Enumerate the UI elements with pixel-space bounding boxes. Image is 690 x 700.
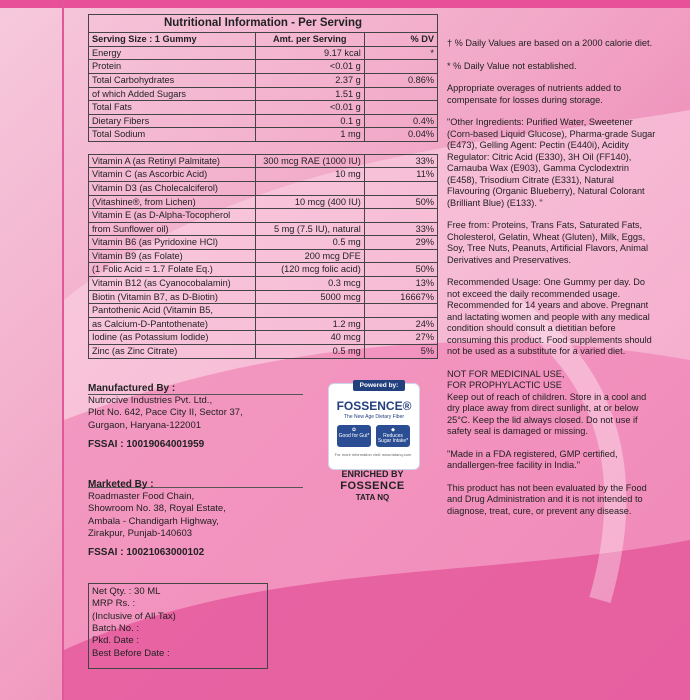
nutrient-amount: 2.37 g [255, 73, 364, 87]
table-row [89, 290, 438, 304]
table-row [89, 114, 438, 128]
table-row [89, 263, 438, 277]
fossence-tagline: The New Age Dietary Fiber [343, 414, 405, 420]
nutrient-amount: 40 mcg [255, 331, 364, 345]
nutrient-amount: 0.3 mcg [255, 277, 364, 291]
usage: Recommended Usage: One Gummy per day. Do not exceed the daily recommended usage. Recommended for 14 years and above. Pregnant and lactating women and people with any medical condition should consult a dietitian before consuming this product. Food supplements should not be used as a substitute for a varied diet. [447, 277, 652, 356]
dv-not-established: * % Daily Value not established. [447, 60, 577, 71]
nutrient-name: Total Sodium [89, 128, 256, 142]
manufacturer-line: Nutrocive Industries Pvt. Ltd., [88, 395, 213, 406]
marketer-fssai: FSSAI : 10021063000102 [88, 547, 205, 559]
not-medicinal: NOT FOR MEDICINAL USE, [447, 368, 565, 379]
nutrient-name: Vitamin C (as Ascorbic Acid) [89, 168, 256, 182]
nutrient-name: Iodine (as Potassium Iodide) [89, 331, 256, 345]
net-qty: Net Qty. : 30 ML [92, 586, 161, 597]
nutrient-dv: 13% [364, 277, 437, 291]
right-column [447, 38, 659, 528]
nutrient-dv: 24% [364, 317, 437, 331]
col-amount: Amt. per Serving [255, 33, 364, 47]
marketer-line: Zirakpur, Punjab-140603 [88, 528, 193, 540]
prophylactic: FOR PROPHYLACTIC USE [447, 380, 562, 390]
nutrient-dv: 50% [364, 195, 437, 209]
nutrient-name: Pantothenic Acid (Vitamin B5, [89, 304, 256, 318]
nutrient-dv: 29% [364, 236, 437, 250]
table-row [89, 331, 438, 345]
nutrient-dv: 16667% [364, 290, 437, 304]
nutrient-dv: 0.4% [364, 114, 437, 128]
table-row [89, 87, 438, 101]
disclaimer: This product has not been evaluated by the Food and Drug Administration and it is not intended to diagnose, treat, cure, or prevent any disease. [447, 482, 647, 516]
fda-note: "Made in a FDA registered, GMP certified, andallergen-free facility in India." [447, 448, 618, 470]
col-dv: % DV [364, 33, 437, 47]
storage: Keep out of reach of children. Store in a cool and dry place away from direct sunlight, at or below 25°C. Keep the lid always closed. Do not use if safety seal is damaged or missing. [447, 391, 647, 436]
nutrient-dv [364, 87, 437, 101]
col-serving: Serving Size : 1 Gummy [89, 33, 256, 47]
nutrient-name: (1 Folic Acid = 1.7 Folate Eq.) [89, 263, 256, 277]
manufacturer-line: Plot No. 642, Pace City II, Sector 37, [88, 407, 243, 419]
manufacturer-block [88, 382, 318, 451]
macro-rows [89, 46, 438, 141]
enriched-by [325, 469, 420, 502]
table-row [89, 236, 438, 250]
nutrient-amount: 0.5 mg [255, 344, 364, 358]
table-row [89, 182, 438, 196]
divider [88, 394, 303, 395]
nutrient-name: Vitamin E (as D-Alpha-Tocopherol [89, 209, 256, 223]
table-row [89, 249, 438, 263]
manufacturer-line: Gurgaon, Haryana-122001 [88, 419, 202, 431]
overages-note: Appropriate overages of nutrients added to compensate for losses during storage. [447, 83, 622, 105]
nutrient-dv: 50% [364, 263, 437, 277]
nutrient-dv [364, 101, 437, 115]
nutrient-name: (Vitashine®, from Lichen) [89, 195, 256, 209]
table-row [89, 60, 438, 74]
pkd-date: Pkd. Date : [92, 635, 139, 647]
table-row [89, 344, 438, 358]
nutrient-amount: 5 mg (7.5 IU), natural [255, 222, 364, 236]
marketer-line: Showroom No. 38, Royal Estate, [88, 503, 226, 515]
nutrient-dv: 11% [364, 168, 437, 182]
sugar-pill [376, 425, 410, 447]
table-row [89, 277, 438, 291]
nutrient-dv: 27% [364, 331, 437, 345]
nutrient-name: as Calcium-D-Pantothenate) [89, 317, 256, 331]
page-edge [62, 0, 64, 700]
nutrient-amount: 10 mcg (400 IU) [255, 195, 364, 209]
sugar-label: Reduces Sugar Intake* [377, 432, 409, 444]
table-row [89, 73, 438, 87]
nutrient-amount: 300 mcg RAE (1000 IU) [255, 154, 364, 168]
gut-icon: ✿ [351, 427, 357, 433]
nutrient-amount: (120 mcg folic acid) [255, 263, 364, 277]
nutrient-amount: 0.5 mg [255, 236, 364, 250]
free-from: Free from: Proteins, Trans Fats, Saturated Fats, Cholesterol, Gelatin, Wheat (Gluten), Milk, Eggs, Soy, Tree Nuts, Peanuts, Artificial Flavors, Animal Derivatives and Preservatives. [447, 220, 649, 265]
dv-note: † % Daily Values are based on a 2000 calorie diet. [447, 38, 653, 48]
nutrient-name: Total Carbohydrates [89, 73, 256, 87]
nutrient-dv: 33% [364, 222, 437, 236]
table-row [89, 317, 438, 331]
nutrient-name: Vitamin B12 (as Cyanocobalamin) [89, 277, 256, 291]
nutrient-name: Dietary Fibers [89, 114, 256, 128]
marketer-block [88, 478, 318, 559]
nutrient-name: Vitamin B9 (as Folate) [89, 249, 256, 263]
top-band [0, 0, 690, 8]
nutrient-name: Energy [89, 46, 256, 60]
nutrient-amount: 0.1 g [255, 114, 364, 128]
table-row [89, 195, 438, 209]
nutrient-name: Protein [89, 60, 256, 74]
nutrient-amount: 9.17 kcal [255, 46, 364, 60]
table-row [89, 154, 438, 168]
net-qty-box [88, 583, 268, 669]
batch-no: Batch No. : [92, 623, 139, 635]
sugar-icon: ◆ [391, 427, 395, 433]
nutrient-name: Total Fats [89, 101, 256, 115]
nutrient-amount [255, 182, 364, 196]
nutrient-name: Vitamin A (as Retinyl Palmitate) [89, 154, 256, 168]
tax-note: (Inclusive of All Tax) [92, 610, 176, 622]
nutrient-dv: 5% [364, 344, 437, 358]
nutrient-dv [364, 209, 437, 223]
mrp: MRP Rs. : [92, 598, 136, 610]
nutrient-amount: 1.2 mg [255, 317, 364, 331]
nutrient-amount: 1 mg [255, 128, 364, 142]
nutrient-dv: 0.86% [364, 73, 437, 87]
table-row [89, 128, 438, 142]
tata-nq-logo: TATA NQ [355, 493, 390, 502]
nutrient-dv [364, 249, 437, 263]
nutrient-name: Zinc (as Zinc Citrate) [89, 344, 256, 358]
table-row [89, 101, 438, 115]
gut-pill [337, 425, 371, 447]
fossence-brand: FOSSENCE [340, 480, 405, 492]
marketer-line: Ambala - Chandigarh Highway, [88, 515, 219, 527]
nutrition-title: Nutritional Information - Per Serving [89, 15, 438, 33]
nutrient-dv [364, 60, 437, 74]
best-before: Best Before Date : [92, 647, 170, 659]
nutrient-amount: 10 mg [255, 168, 364, 182]
nutrient-name: Vitamin D3 (as Cholecalciferol) [89, 182, 256, 196]
nutrient-amount [255, 304, 364, 318]
nutrient-amount: 5000 mcg [255, 290, 364, 304]
fossence-logo: FOSSENCE® [336, 399, 412, 413]
nutrient-amount: 200 mcg DFE [255, 249, 364, 263]
nutrient-amount [255, 209, 364, 223]
nutrient-name: Vitamin B6 (as Pyridoxine HCl) [89, 236, 256, 250]
table-row [89, 46, 438, 60]
nutrient-amount: <0.01 g [255, 60, 364, 74]
nutrient-dv [364, 182, 437, 196]
nutrient-name: of which Added Sugars [89, 87, 256, 101]
nutrient-amount: 1.51 g [255, 87, 364, 101]
marketer-line: Roadmaster Food Chain, [88, 491, 195, 502]
ingredients: "Other Ingredients: Purified Water, Sweetener (Corn-based Liquid Glucose), Pharma-grade Sugar (E473), Gelling Agent: Pectin (E440i), Acidity Regulator: Citric Acid (E330), 3H Oil (FF140), Carnauba Wax (E903), Gamma Cyclodextrin (E458), Trisodium Citrate (E331), Natural Flavouring (Organic Blueberry), Natural Colorant (Brilliant Blue) (E133). " [447, 117, 656, 208]
table-row [89, 209, 438, 223]
nutrient-dv: 0.04% [364, 128, 437, 142]
gut-label: Good for Gut* [338, 432, 370, 439]
badge-footnote: For more information visit: www.tatanq.com [334, 452, 412, 457]
nutrition-table [88, 14, 438, 359]
manufacturer-heading: Manufactured By : [88, 383, 176, 394]
powered-by-label: Powered by: [353, 380, 405, 391]
table-gap [89, 141, 438, 154]
nutrient-name: Biotin (Vitamin B7, as D-Biotin) [89, 290, 256, 304]
enriched-label: ENRICHED BY [341, 469, 404, 479]
nutrient-dv: 33% [364, 154, 437, 168]
table-row [89, 222, 438, 236]
vitamin-rows [89, 154, 438, 358]
nutrient-name: from Sunflower oil) [89, 222, 256, 236]
table-row [89, 168, 438, 182]
nutrient-dv: * [364, 46, 437, 60]
manufacturer-fssai: FSSAI : 10019064001959 [88, 439, 205, 451]
nutrient-amount: <0.01 g [255, 101, 364, 115]
table-row [89, 304, 438, 318]
nutrient-dv [364, 304, 437, 318]
marketer-heading: Marketed By : [88, 479, 154, 490]
